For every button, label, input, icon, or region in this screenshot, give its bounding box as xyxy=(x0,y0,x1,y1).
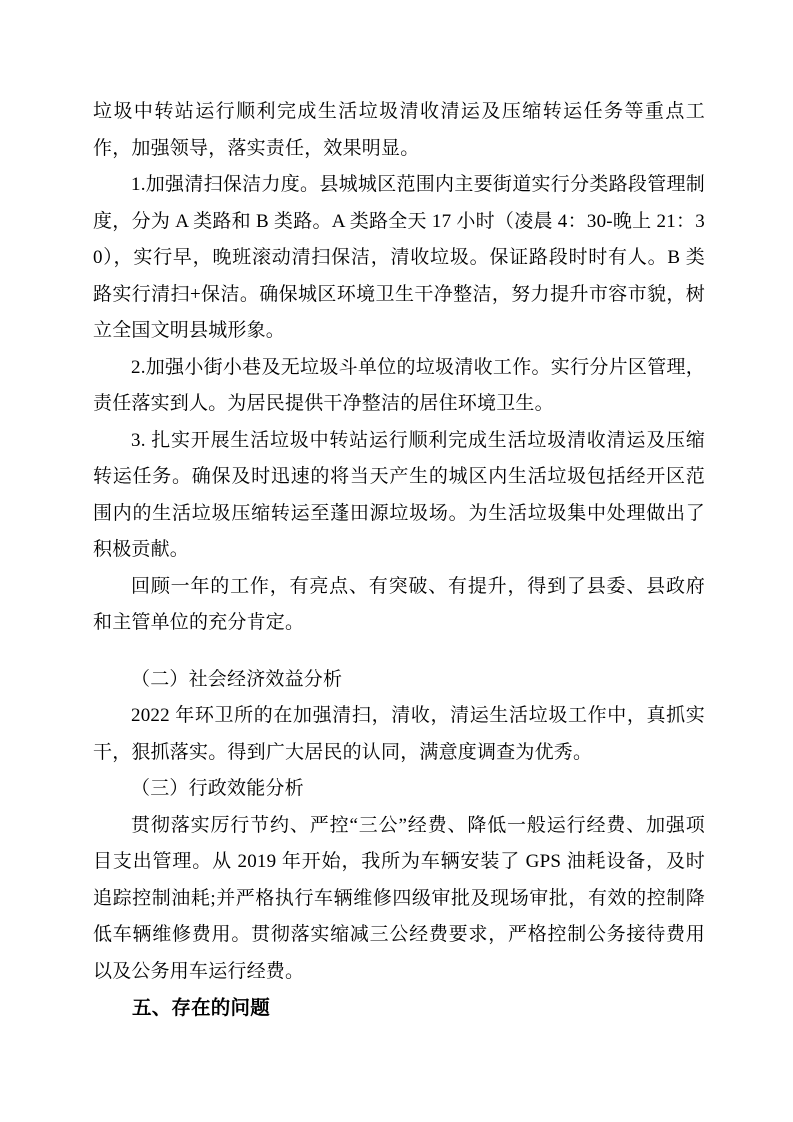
paragraph-social-economic-benefit: 2022 年环卫所的在加强清扫，清收，清运生活垃圾工作中，真抓实干，狠抓落实。得到广大居民的认同，满意度调查为优秀。 xyxy=(93,705,705,763)
paragraph-administrative-efficiency: 贯彻落实厉行节约、严控“三公”经费、降低一般运行经费、加强项目支出管理。从 2019 年开始，我所为车辆安装了 GPS 油耗设备，及时追踪控制油耗;并严格执行车辆维修四级审批及现场审批，有效的控制降低车辆维修费用。贯彻落实缩减三公经费要求，严格控制公务接待费用以及公务用车运行经费。 xyxy=(93,814,705,982)
paragraph-item-1: 1.加强清扫保洁力度。县城城区范围内主要街道实行分类路段管理制度，分为 A 类路和 B 类路。A 类路全天 17 小时（凌晨 4：30-晚上 21：30），实行早，晚班滚动清扫保洁，清收垃圾。保证路段时时有人。B 类路实行清扫+保洁。确保城区环境卫生干净整洁，努力提升市容市貌，树立全国文明县城形象。 xyxy=(93,174,705,341)
subsection-heading-administrative-efficiency: （三）行政效能分析 xyxy=(131,778,304,799)
subsection-heading-social-economic-benefit: （二）社会经济效益分析 xyxy=(131,668,343,690)
paragraph-item-3: 3. 扎实开展生活垃圾中转站运行顺利完成生活垃圾清收清运及压缩转运任务。确保及时迅速的将当天产生的城区内生活垃圾包括经开区范围内的生活垃圾压缩转运至蓬田源垃圾场。为生活垃圾集中处理做出了积极贡献。 xyxy=(93,429,705,560)
paragraph-item-2: 2.加强小街小巷及无垃圾斗单位的垃圾清收工作。实行分片区管理，责任落实到人。为居民提供干净整洁的居住环境卫生。 xyxy=(93,356,705,414)
paragraph-summary: 回顾一年的工作，有亮点、有突破、有提升，得到了县委、县政府和主管单位的充分肯定。 xyxy=(93,575,705,633)
section-heading-problems: 五、存在的问题 xyxy=(132,997,270,1019)
document-body xyxy=(93,94,705,1027)
paragraph-continuation: 垃圾中转站运行顺利完成生活垃圾清收清运及压缩转运任务等重点工作，加强领导，落实责任，效果明显。 xyxy=(93,101,705,159)
